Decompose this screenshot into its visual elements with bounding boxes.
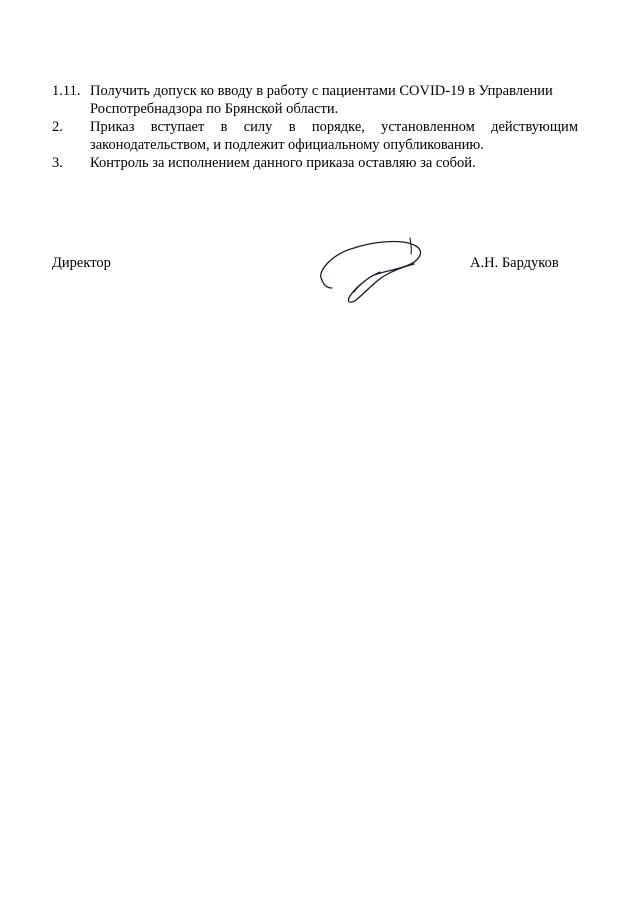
clause-text: Контроль за исполнением данного приказа оставляю за собой. bbox=[90, 155, 476, 171]
signer-name: А.Н. Бардуков bbox=[470, 255, 559, 271]
handwritten-signature bbox=[314, 232, 424, 312]
list-item bbox=[52, 118, 578, 154]
order-clauses-list bbox=[52, 82, 578, 172]
clause-number: 1.11. bbox=[52, 83, 81, 99]
clause-text: Приказ вступает в силу в порядке, установленном действующим законодательством, и подлежит официальному опубликованию. bbox=[90, 119, 578, 153]
list-item bbox=[52, 154, 578, 172]
clause-number: 3. bbox=[52, 155, 63, 171]
clause-number: 2. bbox=[52, 119, 63, 135]
list-item bbox=[52, 82, 578, 118]
signature-block bbox=[52, 254, 578, 324]
signer-position: Директор bbox=[52, 255, 111, 271]
clause-text: Получить допуск ко вводу в работу с пациентами COVID-19 в Управлении Роспотребнадзора по Брянской области. bbox=[90, 83, 553, 117]
